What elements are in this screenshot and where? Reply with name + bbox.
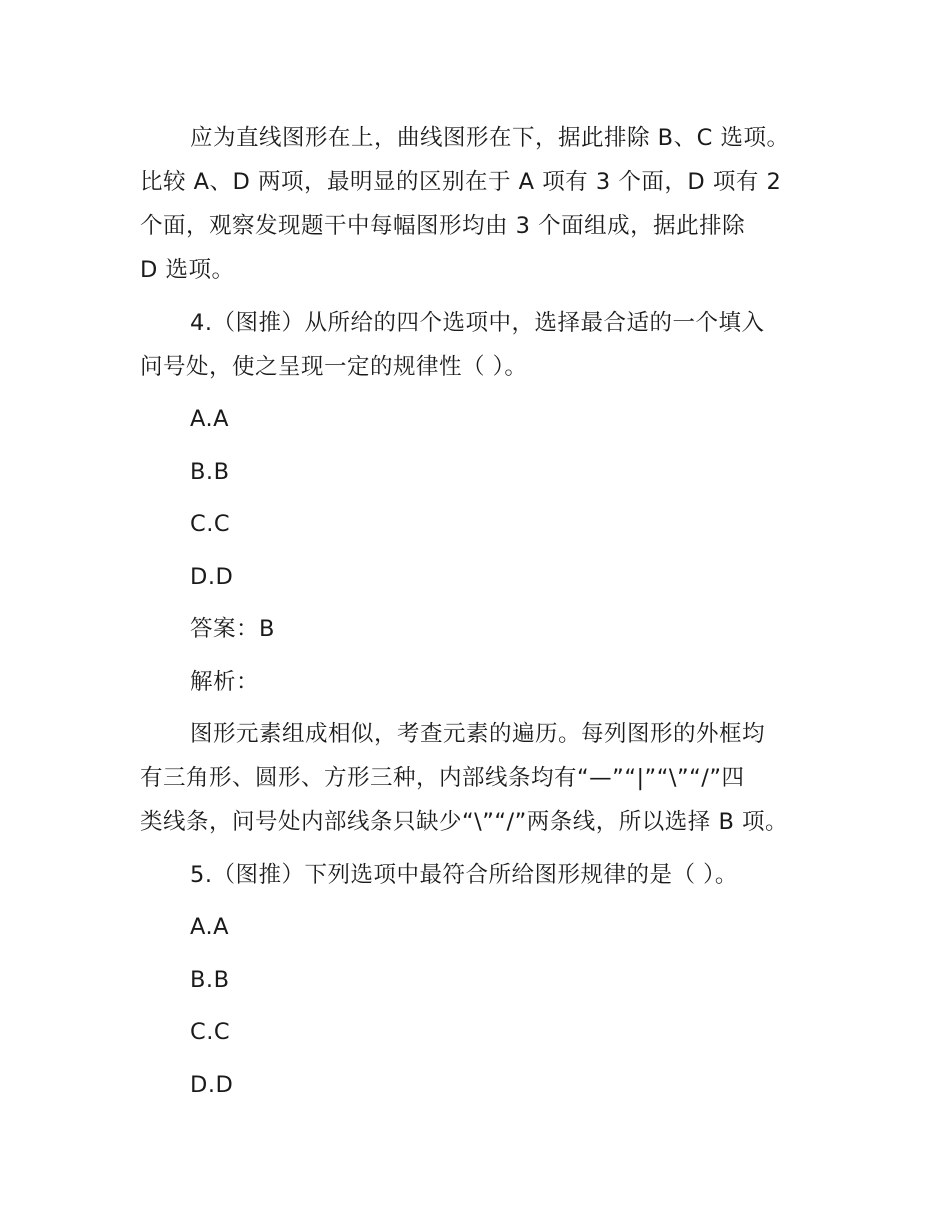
document-page — [140, 116, 830, 1115]
question-5-option-b: B.B — [190, 966, 230, 993]
question-4-option-c: C.C — [190, 511, 231, 537]
question-4-option-a: A.A — [190, 406, 230, 432]
text-line: 个面，观察发现题干中每幅图形均由 3 个面组成，据此排除 — [140, 213, 746, 239]
paragraph-explanation-q3 — [140, 116, 830, 292]
text-line: 问号处，使之呈现一定的规律性（ ）。 — [140, 353, 528, 380]
question-4-option-d: D.D — [190, 563, 234, 590]
question-4-answer: 答案：B — [190, 616, 275, 642]
text-line: 类线条，问号处内部线条只缺少“\”“/”两条线，所以选择 B 项。 — [140, 809, 789, 835]
question-4-option-b: B.B — [190, 458, 230, 485]
question-5-option-c: C.C — [190, 1019, 231, 1045]
question-5-stem: 5.（图推）下列选项中最符合所给图形规律的是（ ）。 — [190, 861, 738, 888]
question-4-analysis — [140, 712, 830, 844]
text-line: D 选项。 — [140, 257, 235, 283]
text-line: 有三角形、圆形、方形三种，内部线条均有“—”“|”“\”“/”四 — [140, 765, 745, 791]
text-line: 4.（图推）从所给的四个选项中，选择最合适的一个填入 — [190, 309, 765, 336]
text-line: 比较 A、D 两项，最明显的区别在于 A 项有 3 个面，D 项有 2 — [140, 169, 782, 195]
question-5-option-d: D.D — [190, 1071, 234, 1098]
question-4-stem — [140, 301, 830, 389]
text-line: 图形元素组成相似，考查元素的遍历。每列图形的外框均 — [190, 721, 766, 747]
question-5-option-a: A.A — [190, 914, 230, 940]
text-line: 应为直线图形在上，曲线图形在下，据此排除 B、C 选项。 — [190, 125, 790, 151]
question-4-analysis-label: 解析： — [190, 668, 260, 695]
